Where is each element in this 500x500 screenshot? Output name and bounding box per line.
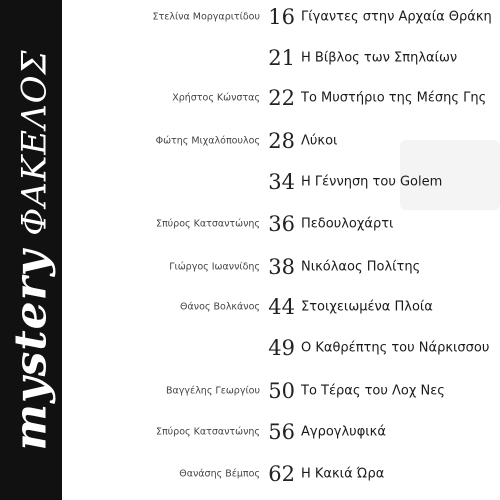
toc-author: Φώτης Μιχαλόπουλος [155, 135, 260, 147]
toc-row[interactable] [70, 420, 500, 444]
toc-author: Θάνος Βολκάνος [180, 301, 260, 313]
spine-title [6, 49, 57, 450]
toc-title[interactable]: Λύκοι [301, 133, 338, 149]
toc-author: Σπύρος Κατσαντώνης [155, 218, 260, 230]
toc-row[interactable] [70, 255, 500, 279]
spine-word-main: mystery [5, 249, 57, 451]
toc-page-number: 36 [268, 212, 295, 236]
spine-word-sub: ΦΑΚΕΛΟΣ [14, 49, 55, 236]
table-of-contents [70, 0, 500, 500]
toc-row[interactable] [70, 86, 500, 110]
toc-row[interactable] [70, 129, 500, 153]
toc-page-number: 38 [268, 255, 295, 279]
toc-title[interactable]: Αγρογλυφικά [301, 424, 386, 440]
toc-row[interactable] [70, 46, 500, 70]
toc-page-number: 34 [268, 170, 295, 194]
toc-author: Χρήστος Κώνστας [172, 92, 260, 104]
toc-title[interactable]: Η Βίβλος των Σπηλαίων [301, 50, 458, 66]
toc-row[interactable] [70, 212, 500, 236]
toc-title[interactable]: Νικόλαος Πολίτης [301, 259, 421, 275]
toc-row[interactable] [70, 5, 500, 29]
spine-banner [0, 0, 62, 500]
toc-page-number: 50 [268, 379, 295, 403]
toc-author: Στελίνα Μοργαριτίδου [152, 11, 260, 23]
toc-row[interactable] [70, 462, 500, 486]
toc-author: Θανάσης Βέμπος [179, 468, 260, 480]
toc-page-number: 21 [268, 46, 295, 70]
toc-page-number: 22 [268, 86, 295, 110]
toc-title[interactable]: Η Γέννηση του Golem [301, 174, 443, 190]
toc-author: Γιώργος Ιωαννίδης [169, 261, 260, 273]
toc-page-number: 16 [268, 5, 295, 29]
toc-title[interactable]: Στοιχειωμένα Πλοία [301, 299, 433, 315]
toc-page-number: 44 [268, 295, 295, 319]
toc-title[interactable]: Η Κακιά Ώρα [301, 466, 385, 482]
toc-title[interactable]: Γίγαντες στην Αρχαία Θράκη [301, 9, 492, 25]
toc-author: Σπύρος Κατσαντώνης [155, 426, 260, 438]
toc-title[interactable]: Το Μυστήριο της Μέσης Γης [301, 90, 487, 106]
toc-page-number: 28 [268, 129, 295, 153]
toc-title[interactable]: Το Τέρας του Λοχ Νες [301, 383, 445, 399]
toc-page-number: 49 [268, 336, 295, 360]
toc-title[interactable]: Πεδουλοχάρτι [301, 216, 394, 232]
toc-row[interactable] [70, 170, 500, 194]
toc-row[interactable] [70, 295, 500, 319]
toc-row[interactable] [70, 379, 500, 403]
toc-row[interactable] [70, 336, 500, 360]
toc-title[interactable]: Ο Καθρέπτης του Νάρκισσου [301, 340, 490, 356]
toc-page-number: 56 [268, 420, 295, 444]
toc-author: Βαγγέλης Γεωργίου [166, 385, 260, 397]
toc-page-number: 62 [268, 462, 295, 486]
